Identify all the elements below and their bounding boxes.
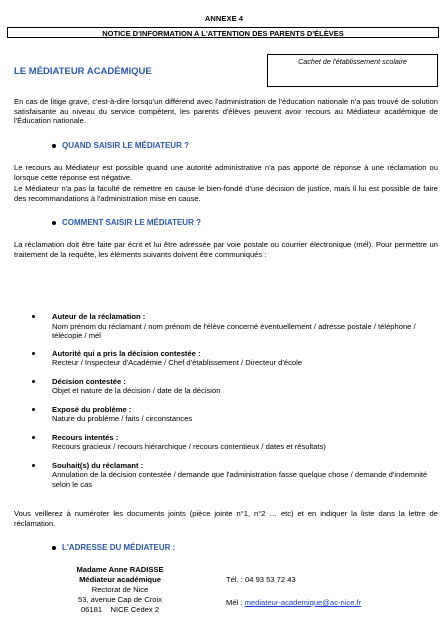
- bullet-icon: [52, 221, 56, 225]
- bullet-icon: [32, 315, 35, 318]
- how-intro-paragraph: La réclamation doit être faite par écrit et lui être adressée par voie postale ou courrier électronique (mél). Pour permettre un traitement de la requête, les éléments suivants doivent être communiqués :: [14, 240, 438, 259]
- stamp-label: Cachet de l'établissement scolaire: [298, 57, 407, 66]
- item-desc: Annulation de la décision contestée / demande que l'administration fasse quelque chose / demande d'indemnité selon le cas: [52, 470, 428, 489]
- mediator-role: Médiateur académique: [79, 575, 161, 584]
- notice-title: NOTICE D'INFORMATION A L'ATTENTION DES PARENTS D'ÉLÈVES: [7, 27, 439, 38]
- bullet-icon: [32, 464, 35, 467]
- section-heading-address: [52, 543, 175, 552]
- phone-line: [226, 575, 296, 584]
- page-title: LE MÉDIATEUR ACADÉMIQUE: [14, 66, 152, 77]
- intro-paragraph: En cas de litige grave, c'est-à-dire lorsqu'un différend avec l'administration de l'éducation nationale n'a pas trouvé de solution satisfaisante au niveau du service compétent, les parents d'élèves peuvent avoir recours au Médiateur académique de l'Éducation nationale.: [14, 97, 438, 125]
- item-desc: Nom prénom du réclamant / nom prénom de l'élève concerné éventuellement / adresse postale / téléphone / télécopie / mél: [52, 321, 416, 340]
- mail-label: Mél :: [226, 598, 243, 607]
- section-address-label: L'ADRESSE DU MÉDIATEUR :: [62, 543, 176, 552]
- item-label: Exposé du problème :: [52, 404, 132, 414]
- section-how-label: COMMENT SAISIR LE MÉDIATEUR ?: [62, 218, 201, 227]
- mediator-name: Madame Anne RADISSE: [76, 565, 164, 574]
- required-elements-list: [32, 312, 438, 489]
- annex-label: ANNEXE 4: [204, 14, 244, 23]
- section-when-label: QUAND SAISIR LE MÉDIATEUR ?: [62, 141, 189, 150]
- mediator-address: [50, 565, 190, 615]
- section-heading-when: [52, 141, 189, 150]
- bullet-icon: [52, 546, 56, 550]
- item-desc: Objet et nature de la décision / date de la décision: [52, 386, 221, 395]
- bullet-icon: [52, 144, 56, 148]
- address-line-2: 53, avenue Cap de Croix: [77, 595, 162, 604]
- when-paragraph-1: Le recours au Médiateur est possible quand une autorité administrative n'a pas apporté de réponse à une réclamation ou lorsque cette réponse est négative.: [14, 163, 438, 182]
- phone-value: 04 93 53 72 43: [245, 575, 296, 584]
- item-label: Décision contestée :: [52, 376, 126, 386]
- address-line-3: 06181 NICE Cedex 2: [80, 605, 160, 614]
- list-item: [32, 405, 438, 424]
- list-item: [32, 377, 438, 396]
- item-label: Auteur de la réclamation :: [52, 312, 146, 321]
- mail-link[interactable]: mediateur-academique@ac-nice.fr: [244, 598, 362, 607]
- item-label: Souhait(s) du réclamant :: [52, 460, 144, 470]
- address-line-1: Rectorat de Nice: [91, 585, 149, 594]
- item-label: Recours intentés :: [52, 432, 119, 442]
- when-paragraph-2: Le Médiateur n'a pas la faculté de remettre en cause le bien-fondé d'une décision de justice, mais il lui est possible de faire des recommandations à l'administration mise en cause.: [14, 184, 438, 203]
- phone-label: Tél. :: [226, 575, 243, 584]
- list-item: [32, 349, 438, 368]
- school-stamp-box: [267, 54, 438, 87]
- item-desc: Recours gracieux / recours hiérarchique / recours contentieux / dates et résultats): [52, 442, 326, 451]
- item-desc: Recteur / Inspecteur d'Académie / Chef d'établissement / Directeur d'école: [52, 358, 303, 367]
- list-item: [32, 461, 438, 490]
- bullet-icon: [32, 408, 35, 411]
- item-desc: Nature du problème / faits / circonstances: [52, 414, 193, 423]
- list-item: [32, 433, 438, 452]
- item-label: Autorité qui a pris la décision contestée :: [52, 348, 201, 358]
- list-item: [32, 312, 438, 341]
- bullet-icon: [32, 436, 35, 439]
- section-heading-how: [52, 218, 201, 227]
- how-outro-paragraph: Vous veillerez à numéroter les documents joints (pièce jointe n°1, n°2 … etc) et en indiquer la liste dans la lettre de réclamation.: [14, 509, 438, 528]
- mail-line: [226, 598, 361, 607]
- bullet-icon: [32, 380, 35, 383]
- bullet-icon: [32, 352, 35, 355]
